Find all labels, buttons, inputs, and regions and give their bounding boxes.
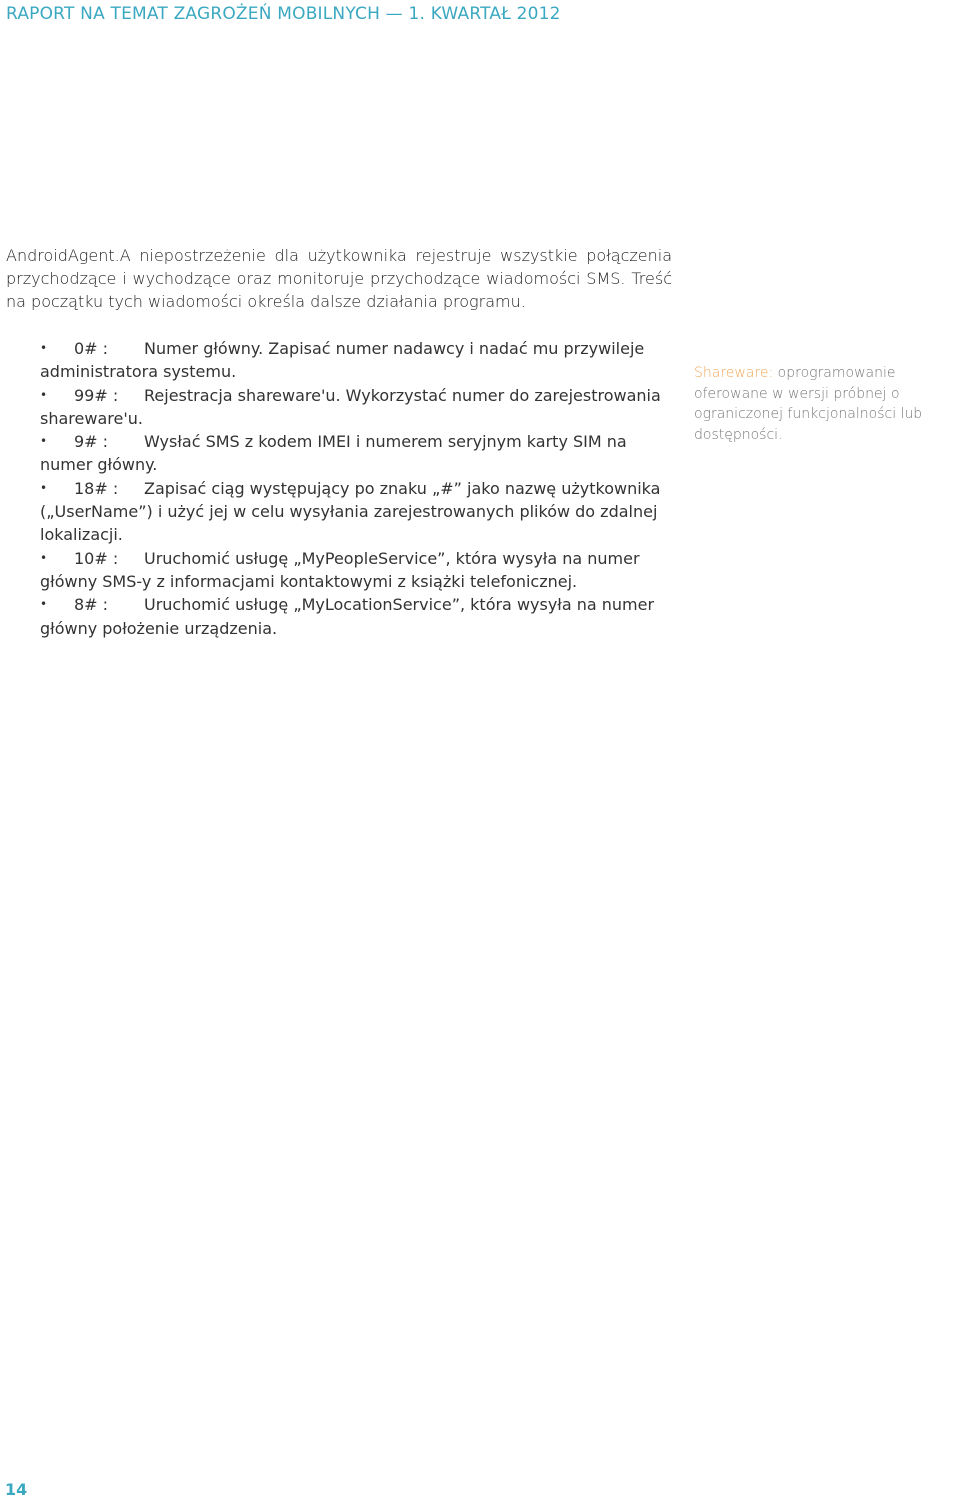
side-note-term: Shareware: [694,365,774,381]
list-item [40,593,670,640]
command-code: 18# : [74,478,119,498]
bullet-icon: • [40,550,48,565]
command-description: Uruchomić usługę „MyLocationService”, która wysyła na numer główny położenie urządzenia. [40,595,655,638]
page-number: 14 [5,1480,28,1499]
intro-paragraph: AndroidAgent.A niepostrzeżenie dla użytkownika rejestruje wszystkie połączenia przychodzące i wychodzące oraz monitoruje przychodzące wiadomości SMS. Treść na początku tych wiadomości określa dalsze działania programu. [6,246,672,311]
command-code: 0# : [74,339,109,358]
list-item [40,337,670,384]
command-description: Uruchomić usługę „MyPeopleService”, która wysyła na numer główny SMS-y z informacjami kontaktowymi z książki telefonicznej. [40,548,640,591]
command-code: 10# : [74,548,119,568]
command-description: Wysłać SMS z kodem IMEI i numerem seryjnym karty SIM na numer główny. [40,432,627,475]
bullet-icon: • [40,341,48,355]
command-description: Numer główny. Zapisać numer nadawcy i nadać mu przywileje administratora systemu. [40,339,645,382]
side-note-definition: oprogramowanie oferowane w wersji próbnej o ograniczonej funkcjonalności lub dostępności. [694,365,923,443]
list-item [40,547,670,594]
bullet-icon: • [40,480,48,495]
command-description: Rejestracja shareware'u. Wykorzystać numer do zarejestrowania shareware'u. [40,385,661,428]
command-code: 99# : [74,385,119,405]
command-list [40,337,670,640]
bullet-icon: • [40,597,48,612]
list-item [40,430,670,477]
command-description: Zapisać ciąg występujący po znaku „#” jako nazwę użytkownika („UserName”) i użyć jej w celu wysyłania zarejestrowanych plików do zdalnej lokalizacji. [40,478,661,545]
bullet-icon: • [40,387,48,402]
side-note [694,363,960,445]
command-code: 8# : [74,595,109,615]
report-header: RAPORT NA TEMAT ZAGROŻEŃ MOBILNYCH — 1. KWARTAŁ 2012 [6,4,561,24]
list-item [40,477,670,547]
bullet-icon: • [40,434,48,449]
list-item [40,384,670,431]
command-code: 9# : [74,432,109,452]
